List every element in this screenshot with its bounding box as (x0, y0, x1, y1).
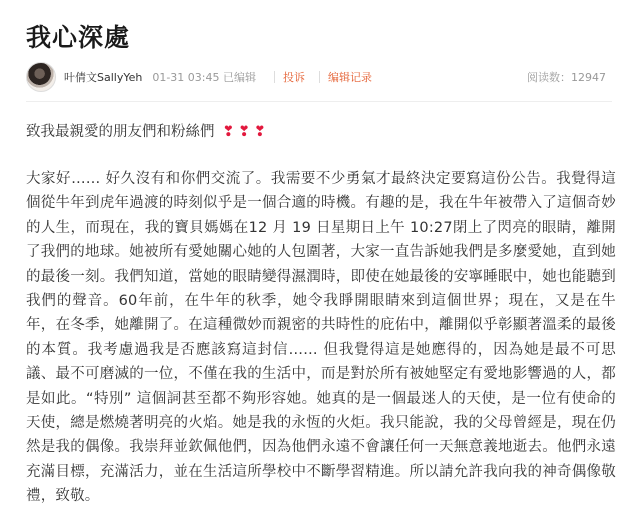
publish-time: 01-31 03:45 已编辑 (152, 71, 257, 84)
article-body: 大家好…… 好久沒有和你們交流了。我需要不少勇氣才最終決定要寫這份公告。我覺得這個從牛年到虎年過渡的時刻似乎是一個合適的時機。有趣的是，我在牛年被帶入了這個奇妙的人生，而現在，我的寶貝媽媽在12 月 19 日星期日上午 10:27閉上了閃亮的眼睛，離開了我們的地球。她被所有愛她關心她的人包圍著，大家一直告訴她我們是多麼愛她，直到她的最後一刻。我們知道，當她的眼睛變得濕潤時，即使在她最後的安寧睡眠中，她也能聽到我們的聲音。60年前，在牛年的秋季，她令我睜開眼睛來到這個世界；現在，又是在牛年，在冬季，她離開了。在這種微妙而親密的共時性的庇佑中，離開似乎彰顯著溫柔的最後的本質。我考慮過我是否應該寫這封信…… 但我覺得這是她應得的，因為她是最不可思議、最不可磨滅的一位，不僅在我的生活中，而是對於所有被她堅定有愛地影響過的人，都是如此。“特別” 這個詞甚至都不夠形容她。她真的是一個最迷人的天使，是一位有使命的天使，總是燃燒著明亮的火焰。她是我的永恆的火炬。我只能說，我的父母曾經是，現在仍然是我的偶像。我崇拜並欽佩他們，因為他們永遠不會讓任何一天無意義地逝去。他們永遠充滿目標，充滿活力，並在生活這所學校中不斷學習精進。所以請允許我向我的神奇偶像敬禮，致敬。 (26, 171, 616, 505)
greeting-line (26, 120, 270, 141)
header-divider (26, 101, 612, 102)
meta-divider (274, 71, 275, 83)
hearts-icon: ❣❣❣ (222, 124, 270, 140)
report-link[interactable]: 投诉 (283, 71, 306, 84)
avatar[interactable] (26, 62, 56, 92)
meta-divider (319, 71, 320, 83)
greeting-text: 致我最親愛的朋友們和粉絲們 (26, 124, 215, 140)
article-title: 我心深處 (26, 23, 131, 52)
read-count: 阅读数：12947 (527, 71, 606, 84)
author-name[interactable]: 叶倩文SallyYeh (64, 71, 143, 84)
article-meta (26, 60, 606, 94)
edit-history-link[interactable]: 编辑记录 (328, 71, 373, 84)
